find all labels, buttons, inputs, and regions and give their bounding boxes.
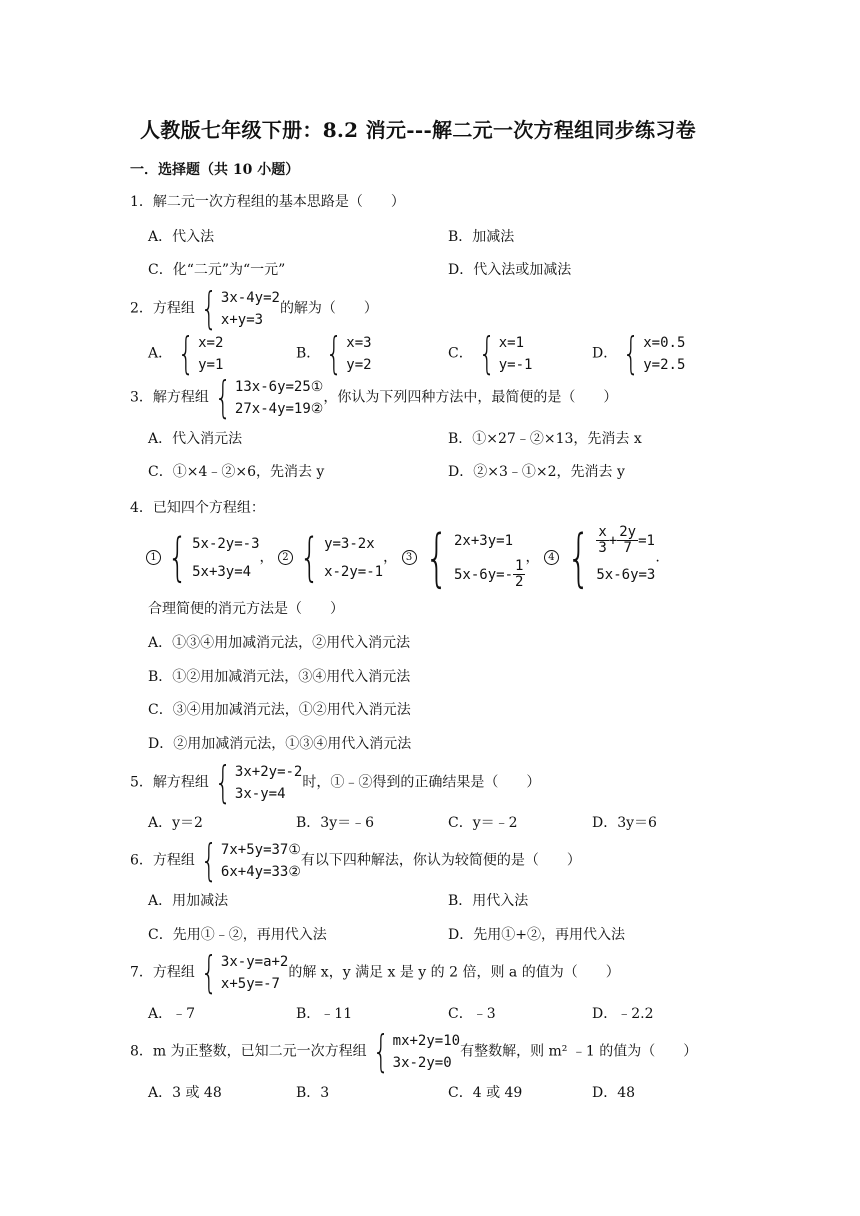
q1-option-b: B．加减法: [448, 229, 515, 245]
q1-option-c: C．化“二元”为“一元”: [148, 262, 286, 278]
q8-option-a: A．3 或 48: [148, 1085, 222, 1101]
q6-option-a: A．用加减法: [148, 893, 229, 909]
q2-option-a: A． { x=2 y=1: [148, 328, 224, 379]
q1-option-d: D．代入法或加减法: [448, 262, 572, 278]
q7-option-b: B．﹣11: [296, 1006, 353, 1022]
q2-option-c: C． { x=1 y=-1: [448, 328, 533, 379]
q3-option-b: B．①×27﹣②×13，先消去 x: [448, 431, 642, 447]
q5-option-a: A．y＝2: [148, 815, 203, 831]
q5-option-d: D．3y＝6: [592, 815, 657, 831]
q4-ask: 合理简便的消元方法是（ ）: [148, 601, 344, 617]
q2-option-d: D． { x=0.5 y=2.5: [592, 328, 686, 379]
q7-option-d: D．﹣2.2: [592, 1006, 654, 1022]
q7-stem: 7．方程组 { 3x-y=a+2 x+5y=-7 的解 x，y 满足 x 是 y 的 2 倍，则 a 的值为（ ）: [130, 947, 620, 998]
q3-option-d: D．②×3﹣①×2，先消去 y: [448, 464, 625, 480]
q2-option-b: B． { x=3 y=2: [296, 328, 372, 379]
section-heading: 一．选择题（共 10 小题）: [130, 162, 300, 178]
q3-option-c: C．①×4﹣②×6，先消去 y: [148, 464, 325, 480]
q8-option-d: D．48: [592, 1085, 636, 1101]
q5-option-b: B．3y＝﹣6: [296, 815, 375, 831]
q2-pre: 2．方程组: [130, 300, 195, 317]
q6-option-b: B．用代入法: [448, 893, 529, 909]
q6-option-c: C．先用①﹣②，再用代入法: [148, 927, 327, 943]
q2-post: 的解为（ ）: [279, 300, 378, 317]
q3-system: { 13x-6y=25① 27x-4y=19②: [214, 372, 324, 423]
q4-option-b: B．①②用加减消元法，③④用代入消元法: [148, 669, 411, 685]
page-title: 人教版七年级下册：8.2 消元---解二元一次方程组同步练习卷: [140, 118, 696, 142]
q3-stem: 3．解方程组 { 13x-6y=25① 27x-4y=19② ，你认为下列四种方法中，最简便的是（ ）: [130, 372, 618, 423]
q4-stem: 4．已知四个方程组：: [130, 500, 265, 516]
q4-systems: 1 { 5x-2y=-3 5x+3y=4 ， 2 { y=3-2x x-2y=-1 ， 3 { 2x+3y=1 5x-6y=- $\frac{1}{2}$ ， 4 { $\frac{x}{3}$ + $\frac{2y}{7}$ =1 5x-6y=3 .: [146, 521, 660, 594]
q8-option-c: C．4 或 49: [448, 1085, 523, 1101]
q5-option-c: C．y＝﹣2: [448, 815, 518, 831]
q7-option-c: C．﹣3: [448, 1006, 496, 1022]
q1-option-a: A．代入法: [148, 229, 215, 245]
q4-option-c: C．③④用加减消元法，①②用代入消元法: [148, 702, 411, 718]
q4-option-d: D．②用加减消元法，①③④用代入消元法: [148, 736, 412, 752]
q2-eq2: x+y=3: [220, 311, 264, 328]
q3-option-a: A．代入消元法: [148, 431, 243, 447]
q6-option-d: D．先用①+②，再用代入法: [448, 927, 625, 943]
q2-stem: [130, 283, 378, 334]
q7-option-a: A．﹣7: [148, 1006, 196, 1022]
q8-option-b: B．3: [296, 1085, 330, 1101]
q1-stem: 1．解二元一次方程组的基本思路是（ ）: [130, 194, 405, 210]
q2-system: { 3x-4y=2 x+y=3: [200, 283, 280, 334]
q5-stem: 5．解方程组 { 3x+2y=-2 3x-y=4 时，①﹣②得到的正确结果是（ ）: [130, 757, 541, 808]
q8-stem: 8．m 为正整数，已知二元一次方程组 { mx+2y=10 3x-2y=0 有整数解，则 m² ﹣1 的值为（ ）: [130, 1026, 698, 1077]
q2-eq1: 3x-4y=2: [220, 289, 280, 306]
q6-stem: 6．方程组 { 7x+5y=37① 6x+4y=33② 有以下四种解法，你认为较简便的是（ ）: [130, 835, 581, 886]
q4-option-a: A．①③④用加减消元法，②用代入消元法: [148, 635, 411, 651]
